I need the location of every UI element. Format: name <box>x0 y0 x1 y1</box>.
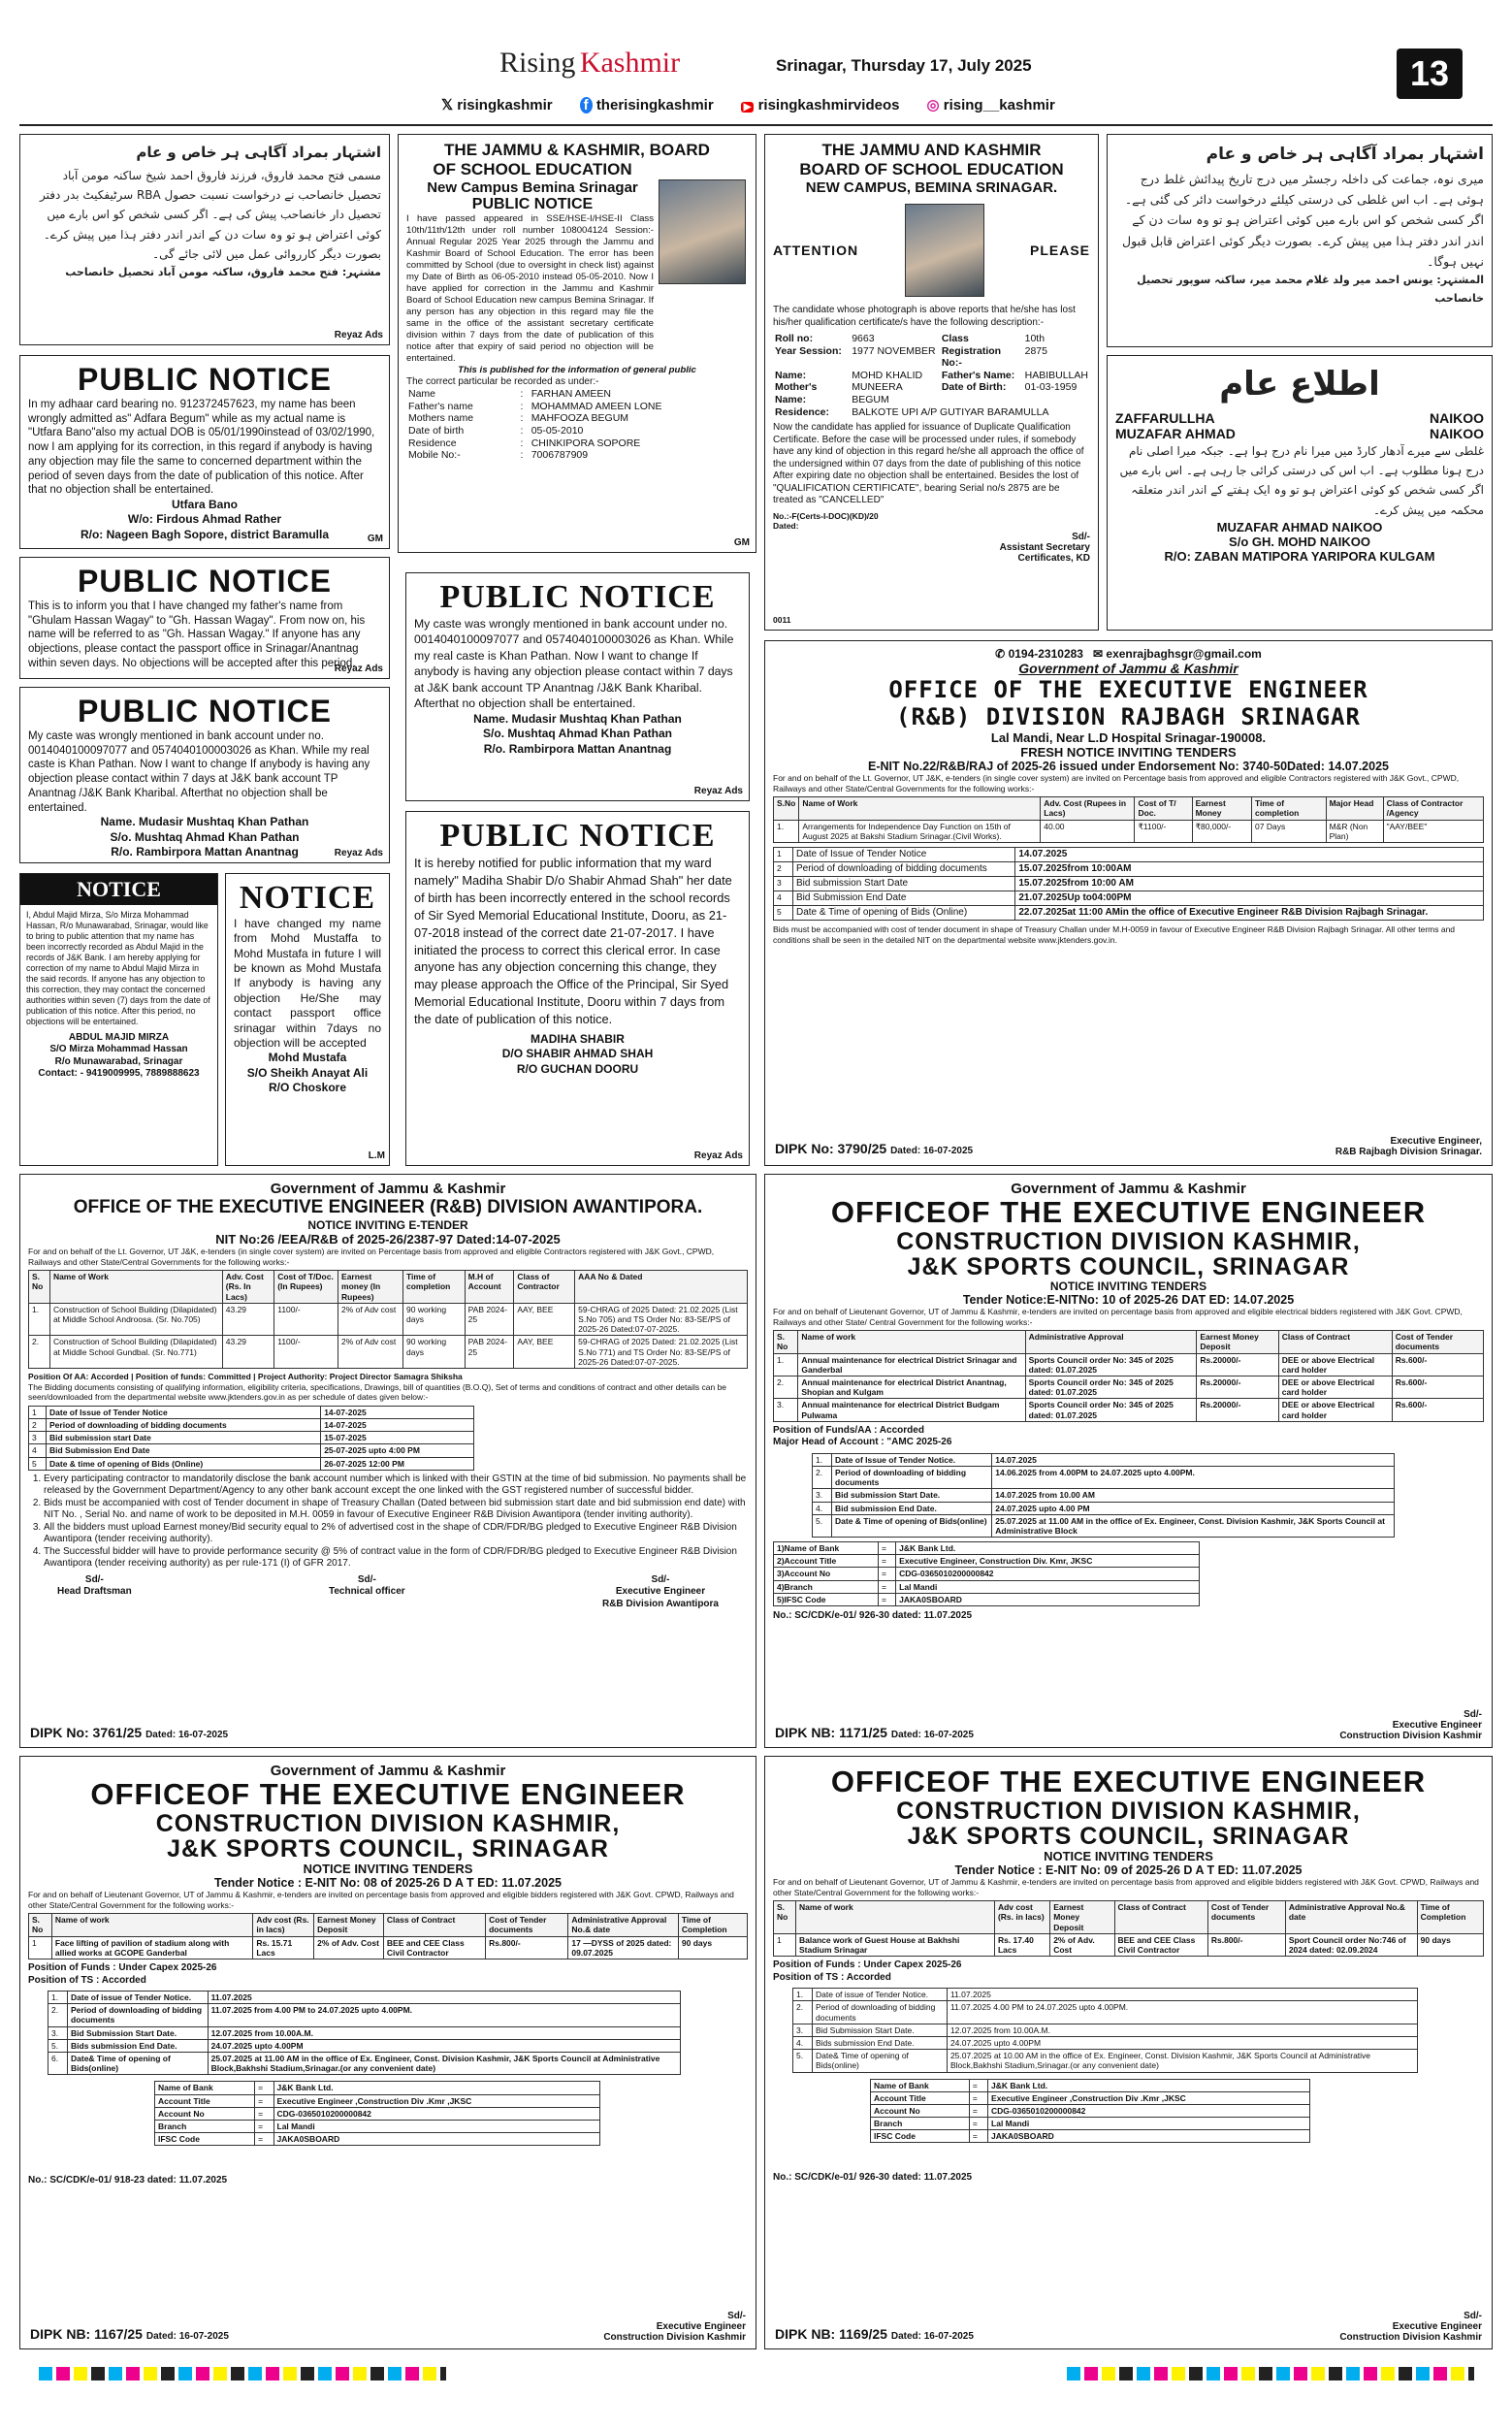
jkbose-attention-notice <box>764 134 1099 631</box>
signatory-name: MUZAFAR AHMAD NAIKOO <box>1216 520 1383 535</box>
notice-title: PUBLIC NOTICE <box>471 196 594 212</box>
urdu-sign: مشتہر: فتح محمد فاروق، ساکنہ مومن آباد تحصیل خانصاحب <box>65 266 381 279</box>
urdu-notice-1 <box>19 134 390 345</box>
position-funds: Position of Funds : Under Capex 2025-26 <box>28 1962 217 1974</box>
signatory-address: R/o. Rambirpora Mattan Anantnag <box>483 741 672 756</box>
signatory-office: R&B Division Awantipora <box>601 1598 719 1609</box>
notice-italic: This is published for the information of general public <box>458 364 696 375</box>
table-row: 5 Date & time of opening of Bids (Online) 26-07-2025 12:00 PM <box>29 1457 474 1470</box>
tender-sports-gcope <box>19 1756 756 2349</box>
table-row: 1. Date of Issue of Tender Notice. 14.07.2025 <box>813 1453 1395 1466</box>
tender-intro: For and on behalf of Lieutenant Governor, UT of Jammu & Kashmir, e-tenders are invited on percentage basis from approved and eligible bidders registered with J&K Govt. CPWD, Railways and other State/Central Government for the following works:- <box>773 1877 1479 1897</box>
urdu-notice-2 <box>1107 134 1493 347</box>
bank-table <box>154 2081 600 2146</box>
table-row: 3. Annual maintenance for electrical District Budgam Pulwama Sports Council order No: 345 of 2025 dated: 01.07.2025 Rs.20000/- DEE or above Electrical card holder Rs.600/- <box>774 1399 1484 1421</box>
major-head: Major Head of Account : "AMC 2025-26 <box>773 1437 952 1448</box>
table-row: 4)Branch = Lal Mandi <box>774 1580 1200 1593</box>
table-row: 4 Bid Submission End Date 21.07.2025Up to04:00PM <box>774 891 1484 906</box>
table-row: 4. Bids submission End Date. 24.07.2025 upto 4.00PM <box>793 2036 1418 2049</box>
position-line: Position Of AA: Accorded | Position of funds: Committed | Project Authority: Project Director Samagra Shiksha <box>28 1371 463 1381</box>
table-row: 4 Bid Submission End Date 25-07-2025 upto 4:00 PM <box>29 1444 474 1457</box>
signatory-name: Utfara Bano <box>171 498 238 512</box>
ref-no: No.: SC/CDK/e-01/ 926-30 dated: 11.07.2025 <box>773 2172 973 2184</box>
signatory-office: Construction Division Kashmir <box>1339 2332 1482 2343</box>
schedule-table <box>48 1991 681 2075</box>
public-notice-father-name <box>19 557 390 679</box>
gov-line: Government of Jammu & Kashmir <box>1011 1181 1246 1197</box>
signatory-office: Construction Division Kashmir <box>603 2332 746 2343</box>
signatory-title: Executive Engineer, <box>1390 1136 1482 1147</box>
office-title-3: J&K SPORTS COUNCIL, SRINAGAR <box>907 1822 1350 1850</box>
table-row: 1. Arrangements for Independence Day Function on 15th of August 2025 at Bakshi Stadium Srinagar.(Civil Works). 40.00 ₹1100/- ₹80,000/- 07 Days M&R (Non Plan) "AAY/BEE" <box>774 820 1484 842</box>
table-row: 5. Date& Time of opening of Bids(online) 25.07.2025 at 10.00 AM in the office of Ex. Engineer, Const. Division Kashmir, J&K Sports Council at Administrative Block,Bakhshi Stadium,Srinagar.(or any convenient date) <box>793 2050 1418 2072</box>
table-row: 1 Balance work of Guest House at Bakhshi Stadium Srinagar Rs. 17.40 Lacs 2% of Adv. Cost BEE and CEE Class Civil Contractor Rs.800/- Sport Council order No:746 of 2024 dated: 02.09.2024 90 days <box>774 1933 1484 1956</box>
board-title-3: New Campus Bemina Srinagar <box>427 179 638 196</box>
office-title-3: J&K SPORTS COUNCIL, SRINAGAR <box>907 1252 1350 1280</box>
attention-label: ATTENTION <box>773 243 859 258</box>
signatory-name: Mohd Mustafa <box>268 1051 347 1065</box>
works-table: S. No Name of work Adv cost (Rs. in lacs) Earnest Money Deposit Class of Contract Cost of Tender documents Administrative Approval No.& date Time of Completion 1 Face lifting of pavilion of stadium along with allied works at GCOPE Ganderbal Rs. 15.71 Lacs 2% of Adv. Cost BEE and CEE Class Civil Contractor Rs.800/- 17 —DYSS of 2025 dated: 09.07.2025 90 days <box>28 1913 748 1959</box>
signatory-ee: Executive Engineer <box>615 1586 706 1598</box>
tender-intro: For and on behalf of Lieutenant Governor, UT of Jammu & Kashmir, e-tenders are invited on percentage basis from approved and eligible bidders registered with J&K Govt. CPWD, Railways and other State/Central Government for the following works:- <box>28 1890 734 1910</box>
table-row: 2. Period of downloading of bidding documents 11.07.2025 4.00 PM to 24.07.2025 upto 4.00PM. <box>793 2001 1418 2024</box>
table-row: IFSC Code = JAKA0SBOARD <box>155 2133 600 2146</box>
public-notice-caste-2 <box>405 572 750 801</box>
table-row: 5 Date & Time of opening of Bids (Online) 22.07.2025at 11:00 AMin the office of Executive Engineer R&B Division Rajbagh Srinagar. <box>774 906 1484 921</box>
tender-notes: 1. Every participating contractor to mandatorily disclose the bank account number which is linked with their GSTIN at the time of bid submission. No payments shall be released by the Government Department/Agency to any other bank account except the one linked with the GST registered number of successful bidder. 2. Bids must be accompanied with cost of Tender document in shape of Treasury Challan (Dated between bid submission start date and bid submission end date) with NIT No. , Serial No. and name of work to be deposited in M.H. 0059 in favour of Executive Engineer R&B Division Awantipora (tender inviting authority). 3. All the bidders must upload Earnest money/Bid security equal to 2% of advertised cost in the shape of CDR/FDR/BG pledged to Executive Engineer R&B Division Awantipora (tender receiving authority). 4. The Successful bidder will have to provide performance security @ 5% of contract value in the form of CDR/FDR/BG pledged to Executive Engineer R&B Division Awantipora (tender receiving authority) as per rule-171 (I) of GFR 2017. <box>28 1474 748 1571</box>
signatory-relation: D/O SHABIR AHMAD SHAH <box>501 1047 654 1061</box>
office-title-2: CONSTRUCTION DIVISION KASHMIR, <box>896 1227 1361 1255</box>
board-title-2: BOARD OF SCHOOL EDUCATION <box>799 160 1064 178</box>
signatory-relation: S/o. Mushtaq Ahmad Khan Pathan <box>483 727 672 741</box>
table-row: 1 Face lifting of pavilion of stadium along with allied works at GCOPE Ganderbal Rs. 15.71 Lacs 2% of Adv. Cost BEE and CEE Class Civil Contractor Rs.800/- 17 —DYSS of 2025 dated: 09.07.2025 90 days <box>29 1936 748 1959</box>
ad-tag: GM <box>367 533 383 544</box>
x-icon: 𝕏 <box>441 97 454 113</box>
facebook-icon: f <box>580 97 593 113</box>
signatory-address: R/o. Rambirpora Mattan Anantnag <box>111 845 299 859</box>
notice-title: PUBLIC NOTICE <box>78 564 332 599</box>
table-row: 1 Date of Issue of Tender Notice 14-07-2025 <box>29 1406 474 1418</box>
social-youtube[interactable]: ▶ risingkashmirvideos <box>741 97 900 113</box>
candidate-table: Roll no: 9663 Class 10th Year Session: 1977 NOVEMBER Registration No:- 2875 Name: MOHD KHALID Father's Name: HABIBULLAH Mother's Name: MUNEERA BEGUM Date of Birth: 01-03-1959 Residence: BALKOTE UPI A/P GUTIYAR BARAMULLA <box>775 333 1088 418</box>
table-row: 1. Construction of School Building (Dilapidated) at Middle School Androosa. (Sr. No.705) 43.29 1100/- 2% of Adv cost 90 working days PAB 2024-25 AAY, BEE 59-CHRAG of 2025 Dated: 21.02.2025 (List S.No 705) and TS Order No: 83-SE/PS of 2025-26 Dated:07-07-2025. <box>29 1303 748 1336</box>
public-notice-caste-1 <box>19 687 390 863</box>
table-row: 2)Account Title = Executive Engineer, Construction Div. Kmr, JKSC <box>774 1555 1200 1568</box>
table-row: 2 Period of downloading of bidding documents 14-07-2025 <box>29 1419 474 1432</box>
table-row: Name of Bank = J&K Bank Ltd. <box>155 2082 600 2094</box>
schedule-table <box>28 1406 474 1471</box>
dated: Dated: <box>773 521 799 532</box>
urdu-title: اشتہار بمراد آگاہی ہر خاص و عام <box>1206 145 1484 164</box>
signatory-name: Name. Mudasir Mushtaq Khan Pathan <box>100 815 309 829</box>
table-row: Account No = CDG-0365010200000842 <box>871 2104 1310 2117</box>
office-title-2: CONSTRUCTION DIVISION KASHMIR, <box>155 1809 621 1837</box>
works-table: S. No Name of Work Adv. Cost (Rs. In Lacs) Cost of T/Doc. (In Rupees) Earnest money (In Rupees) Time of completion M.H of Account Class of Contractor AAA No & Dated 1. Construction of School Building (Dilapidated) at Middle School Androosa. (Sr. No.705) 43.29 1100/- 2% of Adv cost 90 working days PAB 2024-25 AAY, BEE 59-CHRAG of 2025 Dated: 21.02.2025 (List S.No 705) and TS Order No: 83-SE/PS of 2025-26 Dated:07-07-2025. 2. Construction of School Building (Dilapidated) at Middle School Gundbal. (Sr. No.771) 43.29 1100/- 2% of Adv cost 90 working days PAB 2024-25 AAY, BEE 59-CHRAG of 2025 Dated: 21.02.2025 (List S.No 771) and TS Order No: 83-SE/PS of 2025-26 Dated:07-07-2025. <box>28 1270 748 1369</box>
notice-mustafa <box>225 873 390 1166</box>
signatory-office: Construction Division Kashmir <box>1339 1731 1482 1741</box>
phone: 0194-2310283 <box>1008 647 1083 661</box>
position-ts: Position of TS : Accorded <box>773 1971 891 1983</box>
notice-title: PUBLIC NOTICE <box>439 579 716 615</box>
works-table: S. No Name of work Adv cost (Rs. in lacs) Earnest Money Deposit Class of Contract Cost of Tender documents Administrative Approval No.& date Time of Completion 1 Balance work of Guest House at Bakhshi Stadium Srinagar Rs. 17.40 Lacs 2% of Adv. Cost BEE and CEE Class Civil Contractor Rs.800/- Sport Council order No:746 of 2024 dated: 02.09.2024 90 days <box>773 1900 1484 1957</box>
table-row: IFSC Code = JAKA0SBOARD <box>871 2130 1310 2143</box>
schedule-table <box>812 1453 1395 1538</box>
sd: Sd/- <box>1464 1709 1482 1720</box>
bank-table <box>773 1541 1200 1606</box>
dipk-number: DIPK NB: 1169/25 <box>775 2325 887 2342</box>
notice-lead: The correct particular be recorded as under:- <box>406 375 599 387</box>
page-number: 13 <box>1397 49 1463 99</box>
table-row: 3 Bid submission Start Date 15.07.2025from 10:00 AM <box>774 877 1484 891</box>
table-row: 1. Date of issue of Tender Notice. 11.07.2025 <box>48 1992 681 2004</box>
urdu-body: میری نوہ، جماعت کی داخلہ رجسٹر میں درج تاریخ پیدائش غلط درج ہوئی ہے۔ اب اس غلطی کی درستی کیلئے درخواست دائر کی گئی ہے۔ اگر کسی شخص کو اس بارے میں کوئی اعتراض ہو تو وہ سات دن کے اندر اندر دفتر ہذا میں پیش کرے۔ بصورت دیگر کوئی اعتراض قابل قبول نہیں ہوگا۔ <box>1122 171 1484 269</box>
notice-body: My caste was wrongly mentioned in bank account under no. 0014040100097077 and 0574040100003026 as Khan. While my real caste is Khan Pathan. Now I want to change If anybody is having any objection please contact within 7 days at J&K bank account TP Anantnag /J&K Bank Kharibal. Afterthat no objection shall be entertained. <box>414 617 734 711</box>
signatory-address: R/O GUCHAN DOORU <box>516 1061 639 1076</box>
board-title-1: THE JAMMU & KASHMIR, BOARD <box>444 141 710 159</box>
position-funds: Position of Funds : Under Capex 2025-26 <box>773 1959 962 1971</box>
signatory-title: Executive Engineer <box>1392 2321 1482 2332</box>
particulars-table: Name : FARHAN AMEEN Father's name : MOHAMMAD AMEEN LONE Mothers name : MAHFOOZA BEGUM Date of birth : 05-05-2010 Residence : CHINKIPORA SOPORE Mobile No:- : 7006787909 <box>408 388 662 462</box>
tender-intro: For and on behalf of the Lt. Governor, UT J&K, e-tenders (in single cover system) are invited on Percentage basis from approved and eligible Contractors registered with J&K Govt., CPWD, Railways and other State/Central Governments for the following works:- <box>773 773 1460 793</box>
nit-heading: FRESH NOTICE INVITING TENDERS <box>1020 745 1237 760</box>
notice-body: The candidate whose photograph is above reports that he/she has lost his/her qualification certificate/s have the following description:- <box>773 305 1076 328</box>
position-ts: Position of TS : Accorded <box>28 1974 146 1986</box>
ad-tag: GM <box>733 536 750 548</box>
logo-rising: Rising <box>499 47 576 79</box>
office-title-1: OFFICEOF THE EXECUTIVE ENGINEER <box>90 1777 686 1811</box>
urdu-body: غلطی سے میرے آدھار کارڈ میں میرا نام درج ہوا ہے۔ جبکہ میرا اصلی نام درج ہونا مطلوب ہے۔ اب اس کی درستی کرائی جا رہی ہے۔ اس بارے میں اگر کسی شخص کو کوئی اعتراض ہو تو وہ ایک ہفتے کے اندر اندر متعلقہ محکمہ میں پیش کرے۔ <box>1119 443 1484 517</box>
tender-subtitle: NOTICE INVITING E-TENDER <box>307 1218 468 1232</box>
signatory-address: R/o Munawarabad, Srinagar <box>54 1055 183 1067</box>
signatory-title: Executive Engineer <box>1392 1720 1482 1731</box>
signatory-name: ABDUL MAJID MIRZA <box>68 1031 170 1043</box>
table-row: 2. Annual maintenance for electrical District Anantnag, Shopian and Kulgam Sports Council order No: 345 of 2025 dated: 01.07.2025 Rs.20000/- DEE or above Electrical card holder Rs.600/- <box>774 1376 1484 1399</box>
signatory-technical: Technical officer <box>328 1586 405 1598</box>
signatory-contact: Contact: - 9419009995, 7889888623 <box>38 1068 200 1080</box>
sd: Sd/- <box>727 2311 746 2321</box>
office-title-1: OFFICE OF THE EXECUTIVE ENGINEER <box>888 676 1368 703</box>
table-row: 1. Annual maintenance for electrical District Srinagar and Ganderbal Sports Council order No: 345 of 2025 dated: 01.07.2025 Rs.20000/- DEE or above Electrical card holder Rs.600/- <box>774 1353 1484 1376</box>
public-notice-madiha <box>405 811 750 1166</box>
table-row: Branch = Lal Mandi <box>155 2120 600 2132</box>
table-row: 4. Bid submission End Date. 24.07.2025 upto 4.00 PM <box>813 1502 1395 1514</box>
table-row: 2. Construction of School Building (Dilapidated) at Middle School Gundbal. (Sr. No.771) 43.29 1100/- 2% of Adv cost 90 working days PAB 2024-25 AAY, BEE 59-CHRAG of 2025 Dated: 21.02.2025 (List S.No 771) and TS Order No: 83-SE/PS of 2025-26 Dated:07-07-2025. <box>29 1336 748 1369</box>
dipk-number: DIPK NB: 1171/25 <box>775 1724 887 1740</box>
office-title-2: (R&B) DIVISION RAJBAGH SRINAGAR <box>896 703 1361 730</box>
public-notice-utfara <box>19 355 390 549</box>
table-row: 6. Date& Time of opening of Bids(online) 25.07.2025 at 11.00 AM in the office of Ex. Engineer, Const. Division Kashmir, J&K Sports Council at Administrative Block,Bakhshi Stadium,Srinagar.(or any convenient date) <box>48 2052 681 2074</box>
candidate-photo <box>905 204 984 297</box>
social-facebook[interactable]: f therisingkashmir <box>580 97 714 113</box>
dipk-date: Dated: 16-07-2025 <box>890 1729 974 1740</box>
signatory-address: R/O: ZABAN MATIPORA YARIPORA KULGAM <box>1164 549 1435 565</box>
office-title-2: CONSTRUCTION DIVISION KASHMIR, <box>896 1797 1361 1825</box>
table-row: 3. Bid Submission Start Date. 12.07.2025 from 10.00A.M. <box>793 2024 1418 2036</box>
signatory-address: R/o: Nageen Bagh Sopore, district Baramulla <box>80 527 330 541</box>
sd-2: Sd/- <box>357 1573 376 1585</box>
table-row: Name of Bank = J&K Bank Ltd. <box>871 2079 1310 2091</box>
signatory-relation: S/o GH. MOHD NAIKOO <box>1229 534 1370 550</box>
nit-number: NIT No:26 /EEA/R&B of 2025-26/2387-97 Dated:14-07-2025 <box>215 1232 561 1247</box>
table-row: 1. Date of issue of Tender Notice. 11.07.2025 <box>793 1989 1418 2001</box>
signatory-office: R&B Rajbagh Division Srinagar. <box>1335 1147 1482 1157</box>
bank-table <box>870 2079 1310 2144</box>
office-address: Lal Mandi, Near L.D Hospital Srinagar-190008. <box>990 730 1267 745</box>
gov-line: Government of Jammu & Kashmir <box>270 1181 506 1197</box>
office-title-3: J&K SPORTS COUNCIL, SRINAGAR <box>167 1834 609 1862</box>
logo-kashmir: Kashmir <box>579 47 681 79</box>
ref-no: No.: SC/CDK/e-01/ 926-30 dated: 11.07.2025 <box>773 1610 973 1622</box>
ad-tag: Reyaz Ads <box>334 663 383 674</box>
signatory-name: Name. Mudasir Mushtaq Khan Pathan <box>473 711 682 726</box>
table-row: 2. Period of downloading of bidding documents 11.07.2025 from 4.00 PM to 24.07.2025 upto 4.00PM. <box>48 2004 681 2026</box>
sd-1: Sd/- <box>84 1573 104 1585</box>
ref-no: No.: SC/CDK/e-01/ 918-23 dated: 11.07.2025 <box>28 2175 228 2186</box>
notice-title: PUBLIC NOTICE <box>78 362 332 397</box>
table-row: 3. Bid Submission Start Date. 12.07.2025 from 10.00A.M. <box>48 2026 681 2039</box>
instagram-icon: ◎ <box>926 97 940 113</box>
ad-tag: Reyaz Ads <box>693 1150 743 1161</box>
name-old-suffix: NAIKOO <box>1430 409 1484 426</box>
table-row: 5)IFSC Code = JAKA0SBOARD <box>774 1593 1200 1605</box>
board-title-1: THE JAMMU AND KASHMIR <box>821 141 1042 159</box>
signatory-relation: S/O Mirza Mohammad Hassan <box>49 1044 188 1055</box>
ad-code: 0011 <box>773 615 791 626</box>
notice-title: PUBLIC NOTICE <box>78 694 332 729</box>
position-funds: Position of Funds/AA : Accorded <box>773 1424 924 1436</box>
tender-sports-amc <box>764 1174 1493 1748</box>
signatory-office: Certificates, KD <box>1017 552 1090 564</box>
table-row: 5. Bids submission End Date. 24.07.2025 upto 4.00PM <box>48 2039 681 2052</box>
office-title-1: OFFICEOF THE EXECUTIVE ENGINEER <box>830 1765 1427 1798</box>
notice-mirza <box>19 873 218 1166</box>
dipk-date: Dated: 16-07-2025 <box>890 2330 974 2342</box>
dipk-number: DIPK NB: 1167/25 <box>30 2325 143 2342</box>
ad-tag: L.M <box>368 1150 385 1161</box>
candidate-photo <box>659 179 746 284</box>
notice-body: My caste was wrongly mentioned in bank account under no. 0014040100097077 and 0574040100003026 as Khan. While my real caste is Khan Pathan. Now I want to change If anybody is having any objection please contact within 7 days at J&K bank account TP Anantnag /J&K Bank Kharibal. Afterthat no objection shall be entertained. <box>28 730 370 814</box>
enit-number: E-NIT No.22/R&B/RAJ of 2025-26 issued under Endorsement No: 3740-50Dated: 14.07.2025 <box>868 760 1389 773</box>
nit-number: Tender Notice : E-NIT No: 09 of 2025-26 D A T ED: 11.07.2025 <box>954 1863 1303 1878</box>
tender-rajbagh <box>764 640 1493 1166</box>
social-instagram[interactable]: ◎ rising__kashmir <box>926 97 1055 113</box>
notice-title: NOTICE <box>239 880 376 916</box>
signatory-title: Assistant Secretary <box>999 541 1090 553</box>
tender-intro: For and on behalf of the Lt. Governor, UT J&K, e-tenders (in single cover system) are invited on Percentage basis from approved and eligible Contractors registered with J&K Govt., CPWD, Railways and other State/Central Governments for the following works:- <box>28 1247 715 1267</box>
schedule-table <box>792 1988 1418 2072</box>
notice-title: PUBLIC NOTICE <box>439 818 716 854</box>
gov-line: Government of Jammu & Kashmir <box>1018 661 1239 676</box>
name-new-suffix: NAIKOO <box>1430 425 1484 441</box>
youtube-icon: ▶ <box>741 102 755 113</box>
urdu-title: اشتہار بمراد آگاہی ہر خاص و عام <box>136 144 381 161</box>
color-bar-right <box>1067 2367 1474 2380</box>
dipk-number: DIPK No: 3761/25 <box>30 1724 143 1740</box>
ad-tag: Reyaz Ads <box>334 329 383 340</box>
tender-intro: For and on behalf of Lieutenant Governor, UT of Jammu & Kashmir, e-tenders are invited on percentage basis from approved and eligible electrical bidders registered with J&K Govt. CPWD, Railways and other State/ Central Government for the following works:- <box>773 1307 1463 1327</box>
sd: Sd/- <box>1072 531 1090 542</box>
signatory-relation: W/o: Firdous Ahmad Rather <box>127 512 282 527</box>
sd-3: Sd/- <box>651 1573 670 1585</box>
tender-sports-guesthouse <box>764 1756 1493 2349</box>
header-rule <box>19 124 1493 126</box>
urdu-sign: المشتہر: یونس احمد میر ولد غلام محمد میر، ساکنہ سوپور تحصیل خانصاحب <box>1137 274 1484 305</box>
urdu-title: اطلاع عام <box>1219 365 1380 404</box>
table-row: 3)Account No = CDG-0365010200000842 <box>774 1568 1200 1580</box>
table-row: 3 Bid submission start Date 15-07-2025 <box>29 1432 474 1444</box>
notice-title: NOTICE <box>20 874 217 905</box>
office-title-1: OFFICEOF THE EXECUTIVE ENGINEER <box>830 1195 1427 1229</box>
dipk-date: Dated: 16-07-2025 <box>890 1145 974 1156</box>
schedule-table <box>773 847 1484 921</box>
tender-subtitle: NOTICE INVITING TENDERS <box>303 1862 473 1877</box>
tender-subtitle: NOTICE INVITING TENDERS <box>1049 1279 1207 1294</box>
dateline: Srinagar, Thursday 17, July 2025 <box>776 56 1032 75</box>
social-bar <box>441 92 1392 117</box>
ad-tag: Reyaz Ads <box>693 785 743 796</box>
please-label: PLEASE <box>1029 243 1090 258</box>
color-bar-left <box>39 2367 446 2380</box>
bidding-text: The Bidding documents consisting of qualifying information, eligibility criteria, specifications, Drawings, bill of quantities (B.O.Q), Set of terms and conditions of contract and other details can be seen/downloaded from the departmental website www.jktenders.gov.in as per schedule of dates given below:- <box>28 1381 727 1403</box>
gov-line: Government of Jammu & Kashmir <box>270 1763 506 1779</box>
masthead <box>499 47 761 87</box>
ref-no: No.:-F(Certs-I-DOC)(KD)/20 <box>773 510 879 521</box>
nit-number: Tender Notice:E-NITNo: 10 of 2025-26 DAT ED: 14.07.2025 <box>962 1293 1295 1308</box>
table-row: Account Title = Executive Engineer ,Construction Div .Kmr ,JKSC <box>155 2094 600 2107</box>
dipk-date: Dated: 16-07-2025 <box>145 1729 229 1740</box>
table-row: 2. Period of downloading of bidding documents 14.06.2025 from 4.00PM to 24.07.2025 upto 4.00PM. <box>813 1466 1395 1488</box>
social-x[interactable]: 𝕏 risingkashmir <box>441 97 553 113</box>
notice-body: I have changed my name from Mohd Mustaffa to Mohd Mustafa in future I will be known as Mohd Mustafa If anybody is having any objection He/She may contact passport office srinagar within 7days no objection will be accepted <box>234 917 381 1050</box>
signatory-draftsman: Head Draftsman <box>57 1586 132 1598</box>
tender-awantipora <box>19 1174 756 1748</box>
signatory-address: R/O Choskore <box>268 1080 346 1094</box>
notice-body: I, Abdul Majid Mirza, S/o Mirza Mohammad Hassan, R/o Munawarabad, Srinagar, would like to bring to public attention that my name has been incorrectly recorded as Abdul Majid in the records of J&K Bank. I am hereby applying for correction of my name to Abdul Majid Mirza in the said records. If anyone has any objection to this correction, they may contact the concerned authorities within seven (7) days from the date of publication of this notice. After this period, no objections will be entertained. <box>26 910 210 1026</box>
nit-number: Tender Notice : E-NIT No: 08 of 2025-26 D A T ED: 11.07.2025 <box>214 1876 562 1891</box>
urdu-body: مسمی فتح محمد فاروق، فرزند فاروق احمد شیخ ساکنہ مومن آباد تحصیل خانصاحب نے درخواست نسبت حصول RBA سرٹیفکیٹ بدر دفتر تحصیل دار خانصاحب پیش کی ہے۔ اگر کسی شخص کو اس بارے میں کوئی اعتراض ہو تو وہ سات دن کے اندر اندر دفتر ہذا میں پیش کرے۔ بصورت دیگر کارروائی عمل میں لائی جائے گی۔ <box>40 168 381 262</box>
name-old: ZAFFARULLHA <box>1115 409 1215 426</box>
email: exenrajbaghsgr@gmail.com <box>1106 647 1262 661</box>
notice-body: This is to inform you that I have changed my father's name from "Ghulam Hassan Wagay" to "Gh. Hassan Wagay". From now on, his name will be referred to as "Gh. Hassan Wagay." If anyone has any objections, please contact the passport office in Srinagar/Anantnag within seven days. No objections will be accepted after this period. <box>28 600 366 669</box>
board-title-2: OF SCHOOL EDUCATION <box>433 160 632 178</box>
table-row: 2 Period of downloading of bidding documents 15.07.2025from 10:00AM <box>774 862 1484 877</box>
notice-body-2: Now the candidate has applied for issuance of Duplicate Qualification Certificate. Before the case will be processed under rules, if somebody have any kind of objection in this regard he/she all approach the office of the undersigned within 07 days from the date of publishing of this notice After expiring date no objection shall be entertained. Besides the lost of "QUALIFICATION CERTIFICATE", bearing Serial no/s 2875 are be treated as "CANCELLED" <box>773 422 1084 506</box>
works-table: S.No Name of Work Adv. Cost (Rupees in Lacs) Cost of T/ Doc. Earnest Money Time of completion Major Head Class of Contractor /Agency 1. Arrangements for Independence Day Function on 15th of August 2025 at Bakshi Stadium Srinagar.(Civil Works). 40.00 ₹1100/- ₹80,000/- 07 Days M&R (Non Plan) "AAY/BEE" <box>773 796 1484 843</box>
office-title: OFFICE OF THE EXECUTIVE ENGINEER (R&B) DIVISION AWANTIPORA. <box>73 1197 703 1217</box>
signatory-relation: S/O Sheikh Anayat Ali <box>246 1065 369 1080</box>
table-row: 1)Name of Bank = J&K Bank Ltd. <box>774 1542 1200 1555</box>
table-row: 1 Date of Issue of Tender Notice 14.07.2025 <box>774 848 1484 862</box>
table-row: Branch = Lal Mandi <box>871 2118 1310 2130</box>
table-row: 5. Date & Time of opening of Bids(online) 25.07.2025 at 11.00 AM in the office of Ex. Engineer, Const. Division Kashmir, J&K Sports Council at Administrative Block <box>813 1514 1395 1537</box>
name-new: MUZAFAR AHMAD <box>1115 425 1236 441</box>
tender-subtitle: NOTICE INVITING TENDERS <box>1044 1849 1213 1864</box>
signatory-name: MADIHA SHABIR <box>531 1032 625 1047</box>
board-title-3: NEW CAMPUS, BEMINA SRINAGAR. <box>805 179 1058 196</box>
dipk-number: DIPK No: 3790/25 <box>775 1140 887 1156</box>
jkbose-notice-farhan <box>398 134 756 553</box>
works-table: S. No Name of work Administrative Approval Earnest Money Deposit Class of Contract Cost of Tender documents 1. Annual maintenance for electrical District Srinagar and Ganderbal Sports Council order No: 345 of 2025 dated: 01.07.2025 Rs.20000/- DEE or above Electrical card holder Rs.600/- 2. Annual maintenance for electrical District Anantnag, Shopian and Kulgam Sports Council order No: 345 of 2025 dated: 01.07.2025 Rs.20000/- DEE or above Electrical card holder Rs.600/- 3. Annual maintenance for electrical District Budgam Pulwama Sports Council order No: 345 of 2025 dated: 01.07.2025 Rs.20000/- DEE or above Electrical card holder Rs.600/- <box>773 1330 1484 1422</box>
table-row: Account No = CDG-0365010200000842 <box>155 2107 600 2120</box>
notice-body: It is hereby notified for public information that my ward namely" Madiha Shabir D/o Shabir Ahmad Shah" her date of birth has been incorrectly entered in the school records of Sir Syed Memorial Educational Institute, Dooru, as 21-07-2018 instead of the correct date 21-07-2017. I have initiated the process to correct this clerical error. In case anyone has any objection concerning this change, they may please approach the Office of the Principal, Sir Syed Memorial Educational Institute, Dooru within 7 days from the date of publication of this notice. <box>414 856 732 1027</box>
itla-aam-notice <box>1107 355 1493 631</box>
tender-notes: Bids must be accompanied with cost of tender document in shape of Treasury Challan under M.H-0059 in favour of Executive Engineer R&B Division Rajbagh Srinagar. All other terms and conditions shall be seen in the detailed NIT on the departmental website www.jktenders.gov.in. <box>773 924 1456 945</box>
signatory-title: Executive Engineer <box>656 2321 746 2332</box>
table-row: 3. Bid submission Start Date. 14.07.2025 from 10.00 AM <box>813 1489 1395 1502</box>
dipk-date: Dated: 16-07-2025 <box>145 2330 229 2342</box>
ad-tag: Reyaz Ads <box>334 847 383 858</box>
sd: Sd/- <box>1464 2311 1482 2321</box>
signatory-relation: S/o. Mushtaq Ahmad Khan Pathan <box>110 829 300 844</box>
notice-body: In my adhaar card bearing no. 912372457623, my name has been wrongly admitted as" Adfara Begum" while as my actual name is "Utfara Bano"also my actual DOB is 05/01/1990instead of 03/02/1990, now I am applying for its correction, in this regard if anybody is having any objection may file the same to concerned department within the period of seven days from the date of publication of this notice. After that no objection shall be entertained. <box>28 399 375 497</box>
email-icon: ✉ <box>1093 647 1104 661</box>
table-row: Account Title = Executive Engineer ,Construction Div .Kmr ,JKSC <box>871 2091 1310 2104</box>
notice-body: I have passed appeared in SSE/HSE-I/HSE-II Class 10th/11th/12th under roll number 108004124 Session:- Annual Regular 2025 Year 2025 through the Jammu and Kashmir Board of School Education. The error has been committed by School (due to oversight in check list) against my Date of Birth as 06-05-2010 instead 05-05-2010. Now I have applied for correction in the Jammu and Kashmir Board of School Education new campus Bemina Srinagar. If any person has any objection in this regard may file the same in the office of the assistant secretary certificate division within 7 days from the date of publication of this notice after that expiry of said period no objection will be entertained. <box>406 213 654 364</box>
phone-icon: ✆ <box>995 647 1006 661</box>
